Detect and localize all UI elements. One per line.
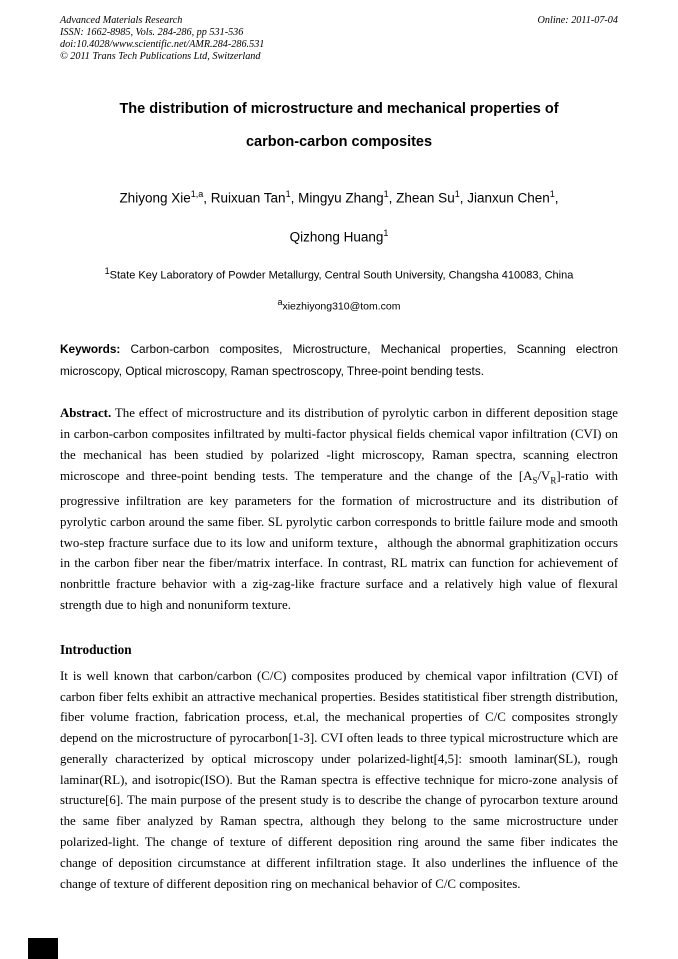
authors-line-2: [60, 216, 618, 255]
paper-title-line-2: carbon-carbon composites: [245, 134, 433, 150]
author-sup: 1: [383, 227, 389, 238]
author-name: , Jianxun Chen: [459, 190, 550, 206]
affiliation-sup: 1: [104, 266, 110, 276]
abstract-text-part: ]-ratio with progressive infiltration are key parameters for the formation of microstructure and its distribution of pyrolytic carbon around the same fiber. SL pyrolytic carbon corresponds to brittle failure mode and smooth two-step fracture surface due to its low and uniform texture，although the abnormal graphitization occurs in the carbon fiber near the fiber/matrix interface. In contrast, RL matrix can function for achievement of nonbrittle fracture behavior with a zig-zag-like fracture surface and a relatively high value of flexural strength due to high and nonuniform texture.: [60, 468, 618, 612]
affiliation: [60, 264, 618, 283]
journal-doi-line: doi:10.4028/www.scientific.net/AMR.284-286.531: [60, 39, 265, 50]
author-name: Zhiyong Xie: [119, 190, 191, 206]
keywords-text: Carbon-carbon composites, Microstructure, Mechanical properties, Scanning electron microscopy, Optical microscopy, Raman spectroscopy, Three-point bending tests.: [60, 342, 618, 379]
author-sup: 1: [454, 189, 460, 199]
author-name: , Ruixuan Tan: [203, 190, 286, 206]
journal-copyright-line: © 2011 Trans Tech Publications Ltd, Switzerland: [60, 51, 261, 62]
abstract-text-part: /V: [537, 468, 551, 483]
journal-issn-line: ISSN: 1662-8985, Vols. 284-286, pp 531-536: [60, 27, 244, 38]
affiliation-text: State Key Laboratory of Powder Metallurgy, Central South University, Changsha 410083, China: [109, 269, 574, 282]
journal-name: Advanced Materials Research: [60, 15, 183, 26]
keywords-label: Keywords:: [60, 342, 121, 357]
authors-block: [60, 177, 618, 254]
authors-line-1: [60, 177, 618, 216]
author-sup: 1,a: [190, 189, 204, 199]
paper-title-line-1: The distribution of microstructure and mechanical properties of: [119, 101, 559, 117]
scan-corner-mark: [28, 938, 58, 959]
author-sup: 1: [549, 189, 555, 199]
author-name: , Mingyu Zhang: [290, 190, 384, 206]
keywords-paragraph: [60, 338, 618, 382]
author-name: Qizhong Huang: [289, 229, 384, 244]
author-email: [60, 296, 618, 314]
email-sup: a: [277, 296, 283, 307]
author-sup: 1: [383, 189, 389, 199]
paper-title: [60, 93, 618, 159]
author-name: , Zhean Su: [388, 190, 455, 206]
journal-header-left: [60, 15, 264, 63]
abstract-paragraph: [60, 403, 618, 616]
journal-header: [60, 15, 618, 63]
abstract-label: Abstract.: [60, 406, 112, 421]
email-text: xiezhiyong310@tom.com: [282, 300, 401, 313]
introduction-heading: Introduction: [60, 641, 132, 657]
abstract-subscript: S: [532, 475, 538, 486]
introduction-paragraph: It is well known that carbon/carbon (C/C) composites produced by chemical vapor infiltration (CVI) of carbon fiber felts exhibit an attractive mechanical properties. Besides statitistical fiber strength distribution, fiber volume fraction, fabrication process, et.al, the mechanical properties of C/C composites strongly depend on the microstructure of pyrocarbon[1-3]. CVI often leads to three typical microstructure which are generally characterized by optical microscopy under polarized-light[4,5]: smooth laminar(SL), rough laminar(RL), and isotropic(ISO). But the Raman spectra is effective technique for micro-zone analysis of structure[6]. The main purpose of the present study is to describe the change of pyrocarbon texture around the same fiber analyzed by Raman spectra, although they belong to the same microstructure under polarized-light. The change of texture of different deposition ring around the same fiber indicates the change of deposition circumstance at different infiltration stage. It also underlines the influence of the change of texture of different deposition ring on mechanical behavior of C/C composites.: [60, 668, 618, 891]
abstract-text-part: The effect of microstructure and its distribution of pyrolytic carbon in different deposition stage in carbon-carbon composites infiltrated by multi-factor physical fields chemical vapor infiltration (CVI) on the mechanical has been studied by polarized -light microscopy, Raman spectra, scanning electron microscope and three-point bending tests. The temperature and the change of the [A: [60, 406, 618, 483]
online-date: Online: 2011-07-04: [537, 15, 618, 26]
author-separator: ,: [554, 190, 559, 206]
author-sup: 1: [285, 189, 291, 199]
abstract-subscript: R: [550, 475, 557, 486]
